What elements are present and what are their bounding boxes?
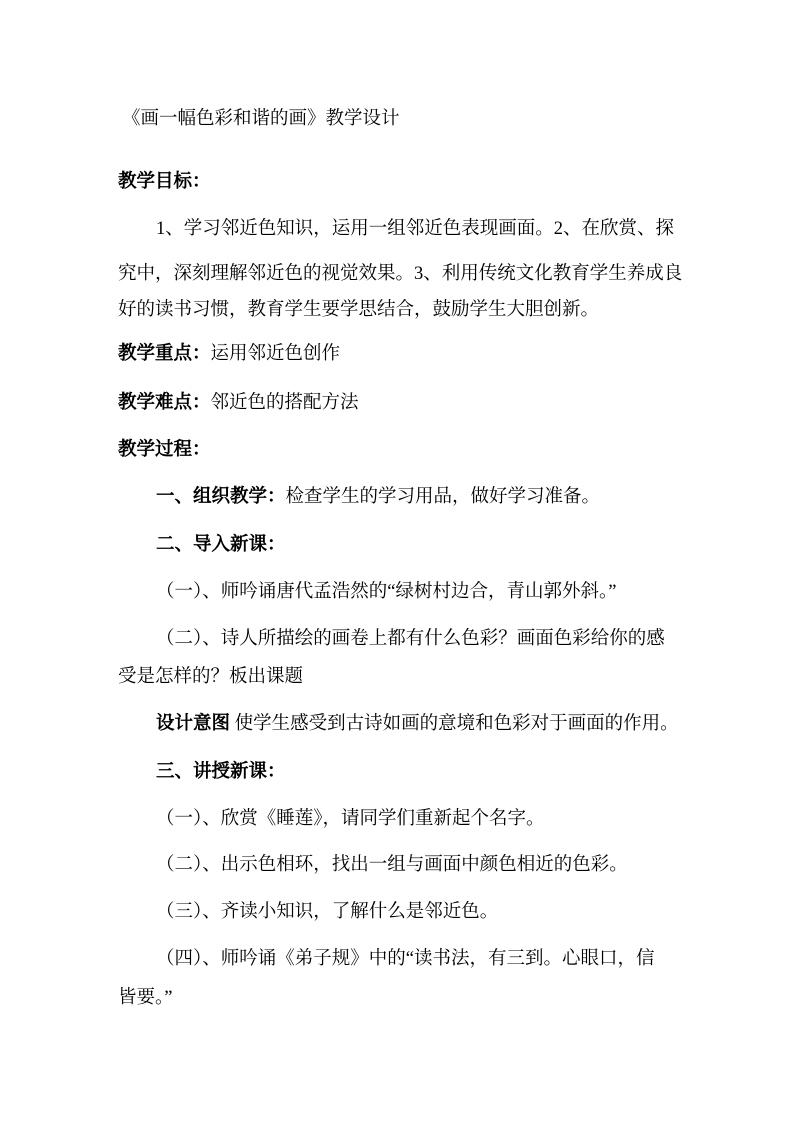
- process-heading: 教学过程：: [118, 440, 211, 460]
- step-3-item-3: （三）、齐读小知识，了解什么是邻近色。: [156, 902, 499, 922]
- key-point: [118, 342, 794, 366]
- step-1-text: 检查学生的学习用品，做好学习准备。: [285, 487, 601, 507]
- step-1: [156, 485, 794, 509]
- step-1-label: 一、组织教学：: [156, 487, 286, 507]
- step-3-item-2: （二）、出示色相环，找出一组与画面中颜色相近的色彩。: [156, 855, 628, 875]
- difficulty: [118, 391, 794, 415]
- step-3-item-1: （一）、欣赏《睡莲》，请同学们重新起个名字。: [156, 809, 545, 829]
- difficulty-label: 教学难点：: [118, 393, 211, 413]
- objectives-heading: 教学目标：: [118, 172, 211, 192]
- step-3-label: 三、讲授新课：: [156, 762, 286, 782]
- step-3-item-4-line-1: （四）、师吟诵《弟子规》中的“读书法，有三到。心眼口，信: [156, 949, 655, 969]
- difficulty-text: 邻近色的搭配方法: [210, 393, 359, 413]
- step-2-label: 二、导入新课：: [156, 535, 286, 555]
- design-intent-text: 使学生感受到古诗如画的意境和色彩对于画面的作用。: [230, 714, 679, 734]
- step-2-item-2-line-2: 受是怎样的？板出课题: [118, 667, 304, 687]
- step-2-item-1: （一）、师吟诵唐代孟浩然的“绿树村边合，青山郭外斜。”: [156, 582, 617, 602]
- key-point-label: 教学重点：: [118, 344, 211, 364]
- objectives-line-1: 1、学习邻近色知识，运用一组邻近色表现画面。2、在欣赏、探: [156, 219, 675, 239]
- design-intent-label: 设计意图: [156, 714, 231, 734]
- step-3-item-4-line-2: 皆要。”: [118, 988, 173, 1008]
- objectives-line-3: 好的读书习惯，教育学生要学思结合，鼓励学生大胆创新。: [118, 300, 600, 320]
- objectives-line-2: 究中，深刻理解邻近色的视觉效果。3、利用传统文化教育学生养成良: [118, 264, 683, 284]
- step-2-item-2-line-1: （二）、诗人所描绘的画卷上都有什么色彩？画面色彩给你的感: [156, 629, 665, 649]
- design-intent: [156, 712, 794, 736]
- key-point-text: 运用邻近色创作: [210, 344, 341, 364]
- document-title: 《画一幅色彩和谐的画》教学设计: [122, 109, 400, 129]
